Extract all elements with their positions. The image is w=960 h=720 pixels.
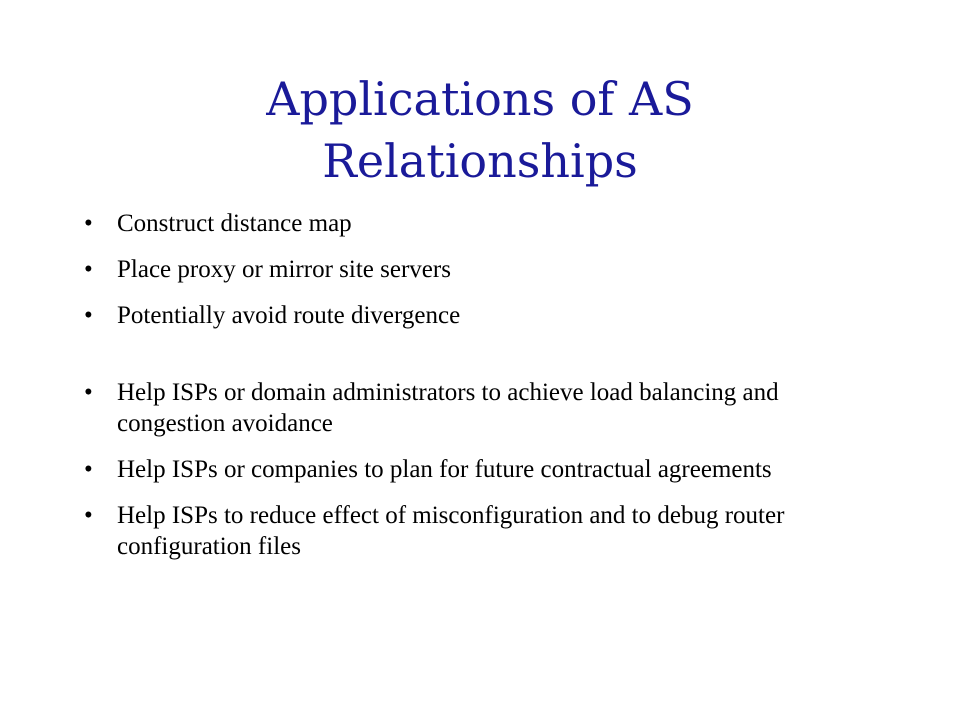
- bullet-dot: •: [84, 502, 93, 529]
- bullet-item: [84, 208, 844, 239]
- bullet-item: [84, 254, 844, 285]
- bullet-dot: •: [84, 256, 93, 283]
- slide-title-line-1: Applications of AS: [266, 72, 694, 126]
- bullet-dot: •: [84, 379, 93, 406]
- bullet-text: Construct distance map: [117, 210, 352, 237]
- bullet-text: Help ISPs to reduce effect of misconfiguration and to debug router configuration files: [117, 502, 785, 560]
- bullet-dot: •: [84, 210, 93, 237]
- slide-title: [120, 68, 840, 192]
- bullet-item: [84, 500, 844, 562]
- bullet-item: [84, 300, 844, 331]
- bullet-text: Place proxy or mirror site servers: [117, 256, 451, 283]
- bullet-item: [84, 377, 844, 439]
- bullet-dot: •: [84, 456, 93, 483]
- bullet-list: [84, 208, 844, 562]
- bullet-text: Help ISPs or domain administrators to achieve load balancing and congestion avoidance: [117, 379, 779, 437]
- slide-title-line-2: Relationships: [322, 134, 638, 188]
- bullet-dot: •: [84, 302, 93, 329]
- bullet-text: Potentially avoid route divergence: [117, 302, 461, 329]
- bullet-text: Help ISPs or companies to plan for future contractual agreements: [117, 456, 772, 483]
- bullet-item: [84, 454, 844, 485]
